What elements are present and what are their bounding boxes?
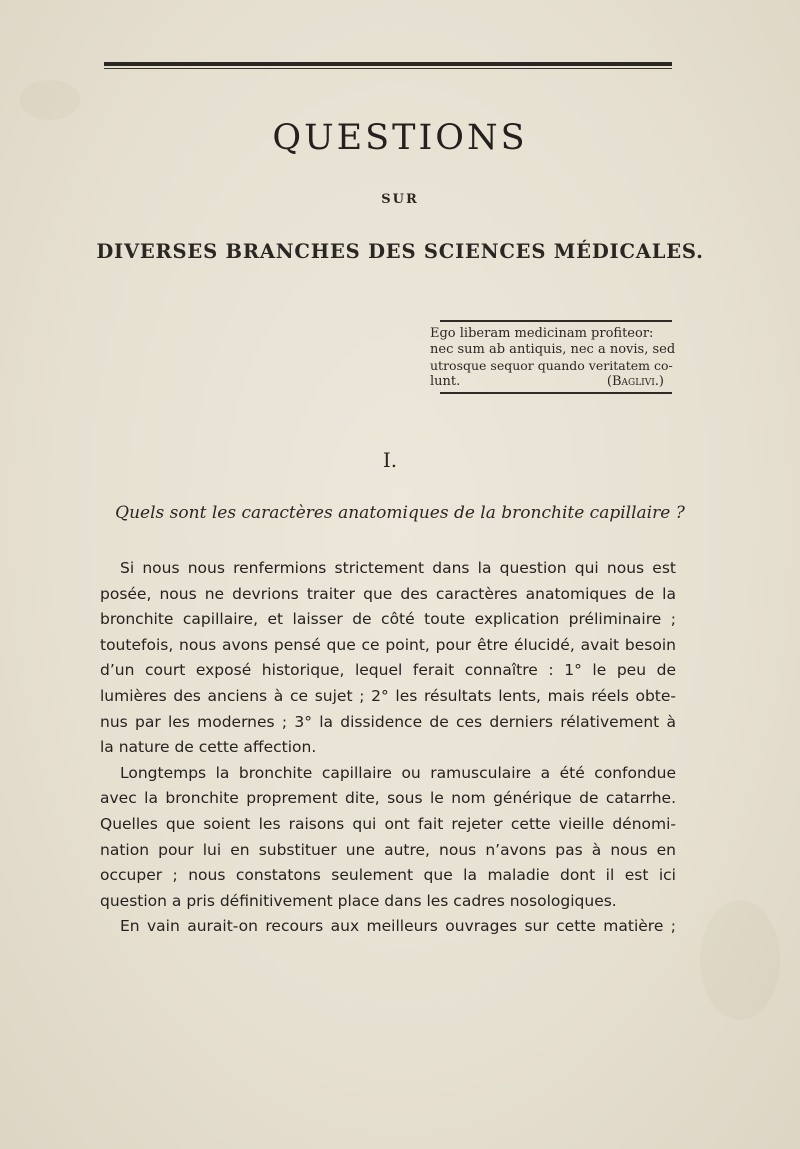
epigraph-line: lunt.	[430, 374, 461, 389]
epigraph-last-line	[430, 374, 676, 390]
title-connector: SUR	[381, 192, 419, 207]
body-line: posée, nous ne devrions traiter que des caractères anatomiques de la	[100, 584, 676, 603]
body-line: nus par les modernes ; 3° la dissidence de ces derniers rélativement à	[100, 712, 676, 731]
epigraph	[430, 326, 676, 390]
epigraph-line: Ego liberam medicinam profiteor:	[430, 326, 654, 341]
body-line: question a pris définitivement place dans les cadres nosologiques.	[100, 891, 617, 910]
paper-stain	[20, 80, 80, 120]
body-line: occuper ; nous constatons seulement que la maladie dont il est ici	[100, 866, 676, 885]
epigraph-rule-top	[440, 320, 672, 322]
body-line: Longtemps la bronchite capillaire ou ramusculaire a été confondue	[120, 763, 676, 782]
epigraph-author: (Baglivi.)	[606, 374, 664, 389]
body-line: En vain aurait-on recours aux meilleurs ouvrages sur cette matière ;	[120, 917, 676, 936]
body-line: nation pour lui en substituer une autre, nous n’avons pas à nous en	[100, 840, 676, 859]
body-line: bronchite capillaire, et laisser de côté toute explication préliminaire ;	[100, 610, 676, 629]
body-line: Quelles que soient les raisons qui ont fait rejeter cette vieille dénomi-	[100, 814, 676, 833]
body-line: d’un court exposé historique, lequel ferait connaître : 1° le peu de	[100, 661, 676, 680]
body-line: la nature de cette affection.	[100, 738, 317, 757]
body-line: lumières des anciens à ce sujet ; 2° les résultats lents, mais réels obte-	[100, 686, 676, 705]
section-number: I.	[382, 448, 398, 472]
section-question: Quels sont les caractères anatomiques de la bronchite capillaire ?	[115, 503, 685, 523]
body-line: toutefois, nous avons pensé que ce point, pour être élucidé, avait besoin	[100, 635, 676, 654]
epigraph-rule-bottom	[440, 392, 672, 394]
body-text	[100, 556, 676, 940]
page-subtitle: DIVERSES BRANCHES DES SCIENCES MÉDICALES.	[96, 240, 704, 263]
body-line: Si nous nous renfermions strictement dans la question qui nous est	[120, 559, 676, 577]
epigraph-line: utrosque sequor quando veritatem co-	[430, 358, 673, 373]
body-line: avec la bronchite proprement dite, sous le nom générique de catarrhe.	[100, 789, 676, 808]
page-title: QUESTIONS	[272, 118, 528, 158]
header-rule-thick	[104, 62, 672, 66]
header-rule-thin	[104, 68, 672, 69]
epigraph-line: nec sum ab antiquis, nec a novis, sed	[430, 342, 676, 357]
paper-stain	[700, 900, 780, 1020]
